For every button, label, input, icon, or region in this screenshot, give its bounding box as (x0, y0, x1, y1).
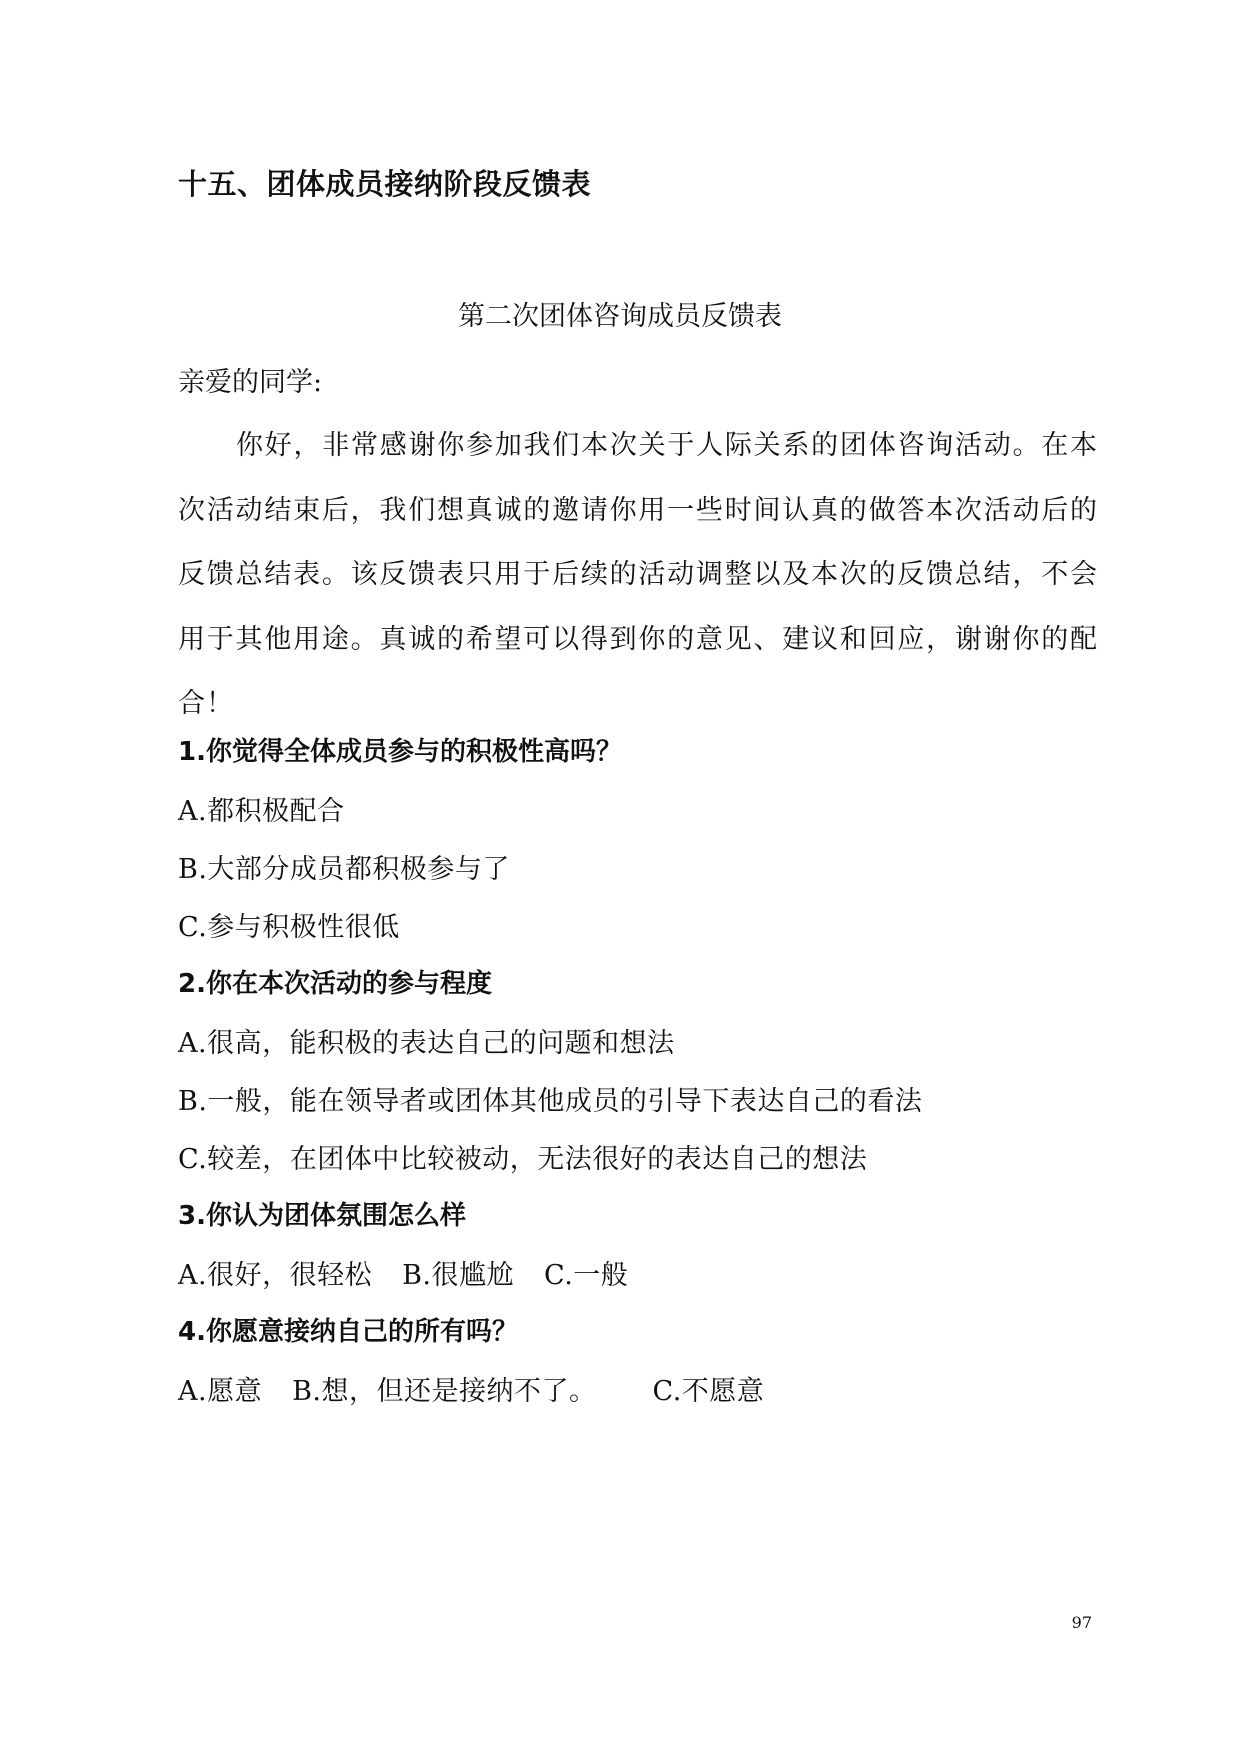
question-4: 4.你愿意接纳自己的所有吗？ (178, 1317, 518, 1347)
question-1-option-b: B.大部分成员都积极参与了 (178, 854, 510, 885)
question-2: 2.你在本次活动的参与程度 (178, 969, 492, 999)
question-2-option-b: B.一般，能在领导者或团体其他成员的引导下表达自己的看法 (178, 1086, 923, 1117)
question-4-option-a: A.愿意 (178, 1376, 263, 1407)
section-title: 十五、团体成员接纳阶段反馈表 (178, 167, 592, 201)
question-3-option-a: A.很好，很轻松 (178, 1260, 373, 1291)
question-1-option-c: C.参与积极性很低 (178, 912, 400, 943)
question-1: 1.你觉得全体成员参与的积极性高吗？ (178, 737, 622, 767)
question-1-option-a: A.都积极配合 (178, 796, 345, 827)
question-4-option-b: B.想，但还是接纳不了。 (292, 1376, 597, 1407)
question-3-option-c: C.一般 (544, 1260, 629, 1291)
question-3: 3.你认为团体氛围怎么样 (178, 1201, 466, 1231)
document-title: 第二次团体咨询成员反馈表 (458, 301, 782, 332)
greeting: 亲爱的同学: (178, 367, 323, 398)
question-4-options (178, 1369, 764, 1408)
question-3-options (178, 1253, 628, 1292)
question-3-option-b: B.很尴尬 (402, 1260, 515, 1291)
question-4-option-c: C.不愿意 (652, 1376, 765, 1407)
intro-paragraph: 你好，非常感谢你参加我们本次关于人际关系的团体咨询活动。在本次活动结束后，我们想真诚的邀请你用一些时间认真的做答本次活动后的反馈总结表。该反馈表只用于后续的活动调整以及本次的反馈总结，不会用于其他用途。真诚的希望可以得到你的意见、建议和回应，谢谢你的配合！ (178, 430, 1098, 719)
page-number: 97 (1071, 1613, 1092, 1632)
question-2-option-a: A.很高，能积极的表达自己的问题和想法 (178, 1028, 675, 1059)
question-2-option-c: C.较差，在团体中比较被动，无法很好的表达自己的想法 (178, 1144, 868, 1175)
